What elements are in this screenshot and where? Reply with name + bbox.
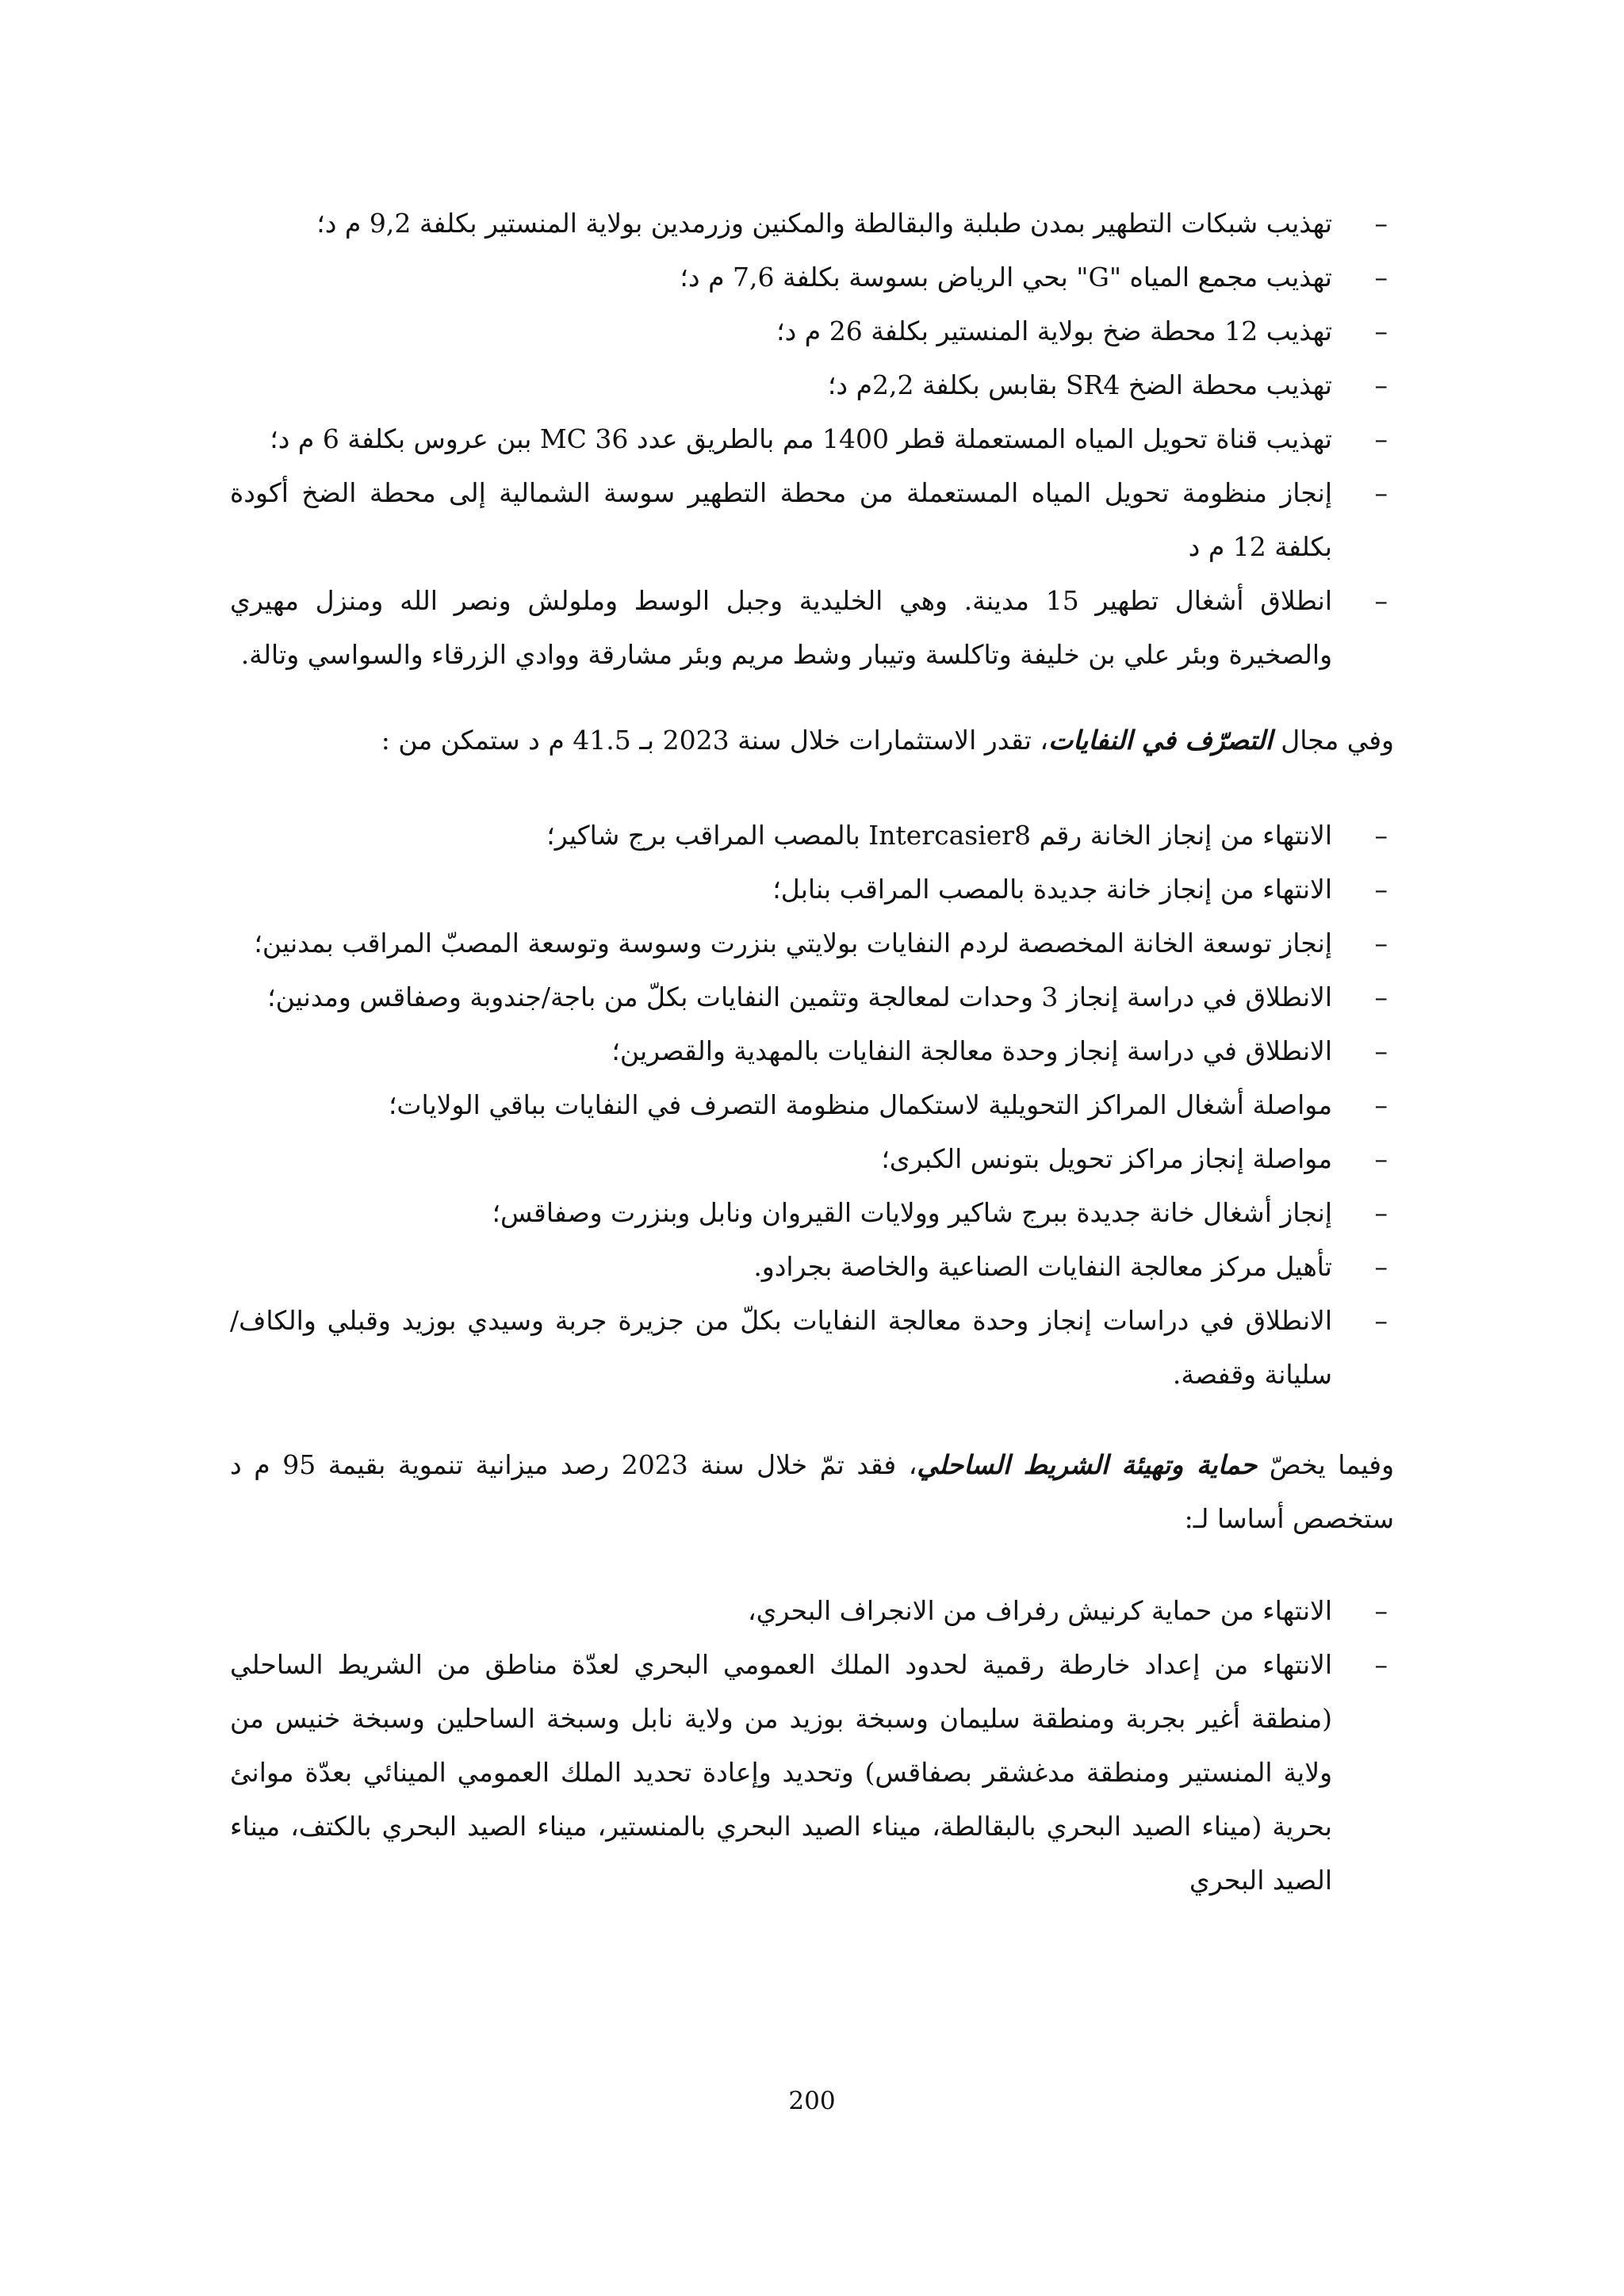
list-item (230, 1294, 1394, 1402)
list-item (230, 916, 1394, 970)
emphasized-topic: حماية وتهيئة الشريط الساحلي (917, 1449, 1258, 1480)
list-item (230, 574, 1394, 682)
list-item (230, 197, 1394, 251)
list-item-text: الانطلاق في دراسات إنجاز وحدة معالجة النفايات بكلّ من جزيرة جربة وسيدي بوزيد وقبلي والكاف/سليانة وقفصة. (230, 1305, 1332, 1390)
list-item-text: إنجاز منظومة تحويل المياه المستعملة من محطة التطهير سوسة الشمالية إلى محطة الضخ أكودة بكلفة 12 م د (230, 477, 1332, 562)
spacer (230, 682, 1394, 714)
paragraph-text: وفيما يخصّ (1257, 1449, 1395, 1480)
dash-marker: – (1374, 262, 1388, 293)
dash-marker: – (1374, 369, 1388, 400)
list-item-text: الانطلاق في دراسة إنجاز وحدة معالجة النفايات بالمهدية والقصرين؛ (611, 1035, 1332, 1066)
dash-marker: – (1374, 820, 1388, 851)
waste-management-paragraph (230, 714, 1394, 767)
dash-marker: – (1374, 316, 1388, 346)
dash-marker: – (1374, 1197, 1388, 1228)
dash-marker: – (1374, 585, 1388, 616)
list-item (230, 412, 1394, 466)
list-item (230, 251, 1394, 304)
dash-marker: – (1374, 208, 1388, 239)
list-item-text: الانتهاء من إنجاز خانة جديدة بالمصب المراقب بنابل؛ (772, 874, 1332, 905)
coastline-projects-list (230, 1584, 1394, 1908)
paragraph-text: وفي مجال (1272, 725, 1394, 756)
coastline-paragraph (230, 1438, 1394, 1546)
list-item (230, 1240, 1394, 1294)
list-item (230, 1132, 1394, 1186)
page-number: 200 (788, 2087, 836, 2115)
list-item (230, 1638, 1394, 1908)
emphasized-topic: التصرّف في النفايات (1048, 725, 1273, 756)
list-item-text: إنجاز أشغال خانة جديدة ببرج شاكير وولايات القيروان ونابل وبنزرت وصفاقس؛ (492, 1197, 1332, 1228)
list-item-text: تأهيل مركز معالجة النفايات الصناعية والخاصة بجرادو. (753, 1251, 1332, 1282)
dash-marker: – (1374, 1305, 1388, 1336)
list-item (230, 1024, 1394, 1078)
list-item-text: مواصلة أشغال المراكز التحويلية لاستكمال منظومة التصرف في النفايات بباقي الولايات؛ (388, 1089, 1332, 1120)
list-item-text: الانتهاء من إعداد خارطة رقمية لحدود الملك العمومي البحري لعدّة مناطق من الشريط الساحلي (منطقة أغير بجربة ومنطقة سليمان وسبخة بوزيد من ولاية نابل وسبخة الساحلين وسبخة خنيس من ولاية المنستير ومنطقة مدغشقر بصفاقس) وتحديد وإعادة تحديد الملك العمومي المينائي بعدّة موانئ بحرية (ميناء الصيد البحري بالبقالطة، ميناء الصيد البحري بالمنستير، ميناء الصيد البحري بالكتف، ميناء الصيد البحري (230, 1649, 1332, 1896)
list-item-text: الانتهاء من إنجاز الخانة رقم Intercasier8 بالمصب المراقب برج شاكير؛ (546, 820, 1332, 851)
list-item-text: تهذيب شبكات التطهير بمدن طبلبة والبقالطة والمكنين وزرمدين بولاية المنستير بكلفة 9,2 م د؛ (316, 208, 1332, 239)
list-item-text: الانطلاق في دراسة إنجاز 3 وحدات لمعالجة وتثمين النفايات بكلّ من باجة/جندوبة وصفاقس ومدنين؛ (267, 982, 1332, 1012)
list-item-text: الانتهاء من حماية كرنيش رفراف من الانجراف البحري، (747, 1595, 1332, 1626)
dash-marker: – (1374, 1035, 1388, 1066)
dash-marker: – (1374, 477, 1388, 508)
list-item (230, 358, 1394, 412)
list-item-text: إنجاز توسعة الخانة المخصصة لردم النفايات بولايتي بنزرت وسوسة وتوسعة المصبّ المراقب بمدنين؛ (254, 928, 1332, 959)
spacer (230, 767, 1394, 809)
list-item (230, 1186, 1394, 1240)
spacer (230, 1546, 1394, 1584)
dash-marker: – (1374, 1251, 1388, 1282)
list-item (230, 809, 1394, 863)
list-item-text: تهذيب قناة تحويل المياه المستعملة قطر 1400 مم بالطريق عدد MC 36 ببن عروس بكلفة 6 م د؛ (270, 423, 1332, 454)
dash-marker: – (1374, 423, 1388, 454)
list-item-text: انطلاق أشغال تطهير 15 مدينة. وهي الخليدية وجبل الوسط وملولش ونصر الله ومنزل مهيري والصخيرة وبئر علي بن خليفة وتاكلسة وتيبار وشط مريم وبئر مشارقة ووادي الزرقاء والسواسي وتالة. (230, 585, 1332, 670)
waste-projects-list (230, 809, 1394, 1402)
dash-marker: – (1374, 1089, 1388, 1120)
list-item (230, 1584, 1394, 1638)
list-item-text: تهذيب 12 محطة ضخ بولاية المنستير بكلفة 26 م د؛ (776, 316, 1332, 346)
list-item-text: تهذيب محطة الضخ SR4 بقابس بكلفة 2,2م د؛ (827, 369, 1332, 400)
dash-marker: – (1374, 1649, 1388, 1680)
dash-marker: – (1374, 928, 1388, 959)
list-item (230, 970, 1394, 1024)
list-item (230, 466, 1394, 574)
dash-marker: – (1374, 982, 1388, 1012)
spacer (230, 1402, 1394, 1438)
list-item-text: تهذيب مجمع المياه "G" بحي الرياض بسوسة بكلفة 7,6 م د؛ (680, 262, 1332, 293)
dash-marker: – (1374, 1143, 1388, 1174)
paragraph-text: ، فقد تمّ خلال سنة 2023 رصد ميزانية تنموية بقيمة 95 م د ستخصص أساسا لـ: (230, 1449, 1394, 1534)
sanitation-projects-list (230, 197, 1394, 682)
dash-marker: – (1374, 1595, 1388, 1626)
dash-marker: – (1374, 874, 1388, 905)
list-item-text: مواصلة إنجاز مراكز تحويل بتونس الكبرى؛ (881, 1143, 1332, 1174)
list-item (230, 1078, 1394, 1132)
list-item (230, 863, 1394, 916)
list-item (230, 304, 1394, 358)
paragraph-text: ، تقدر الاستثمارات خلال سنة 2023 بـ 41.5 م د ستمكن من : (381, 725, 1049, 756)
